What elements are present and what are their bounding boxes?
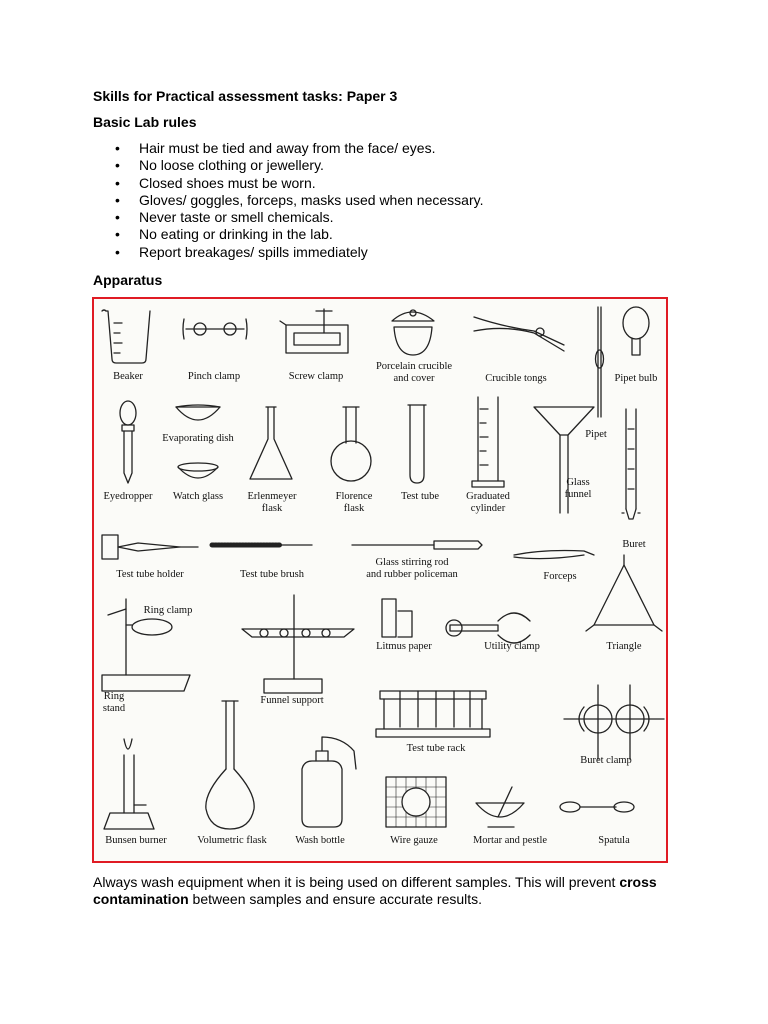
label-ring-clamp: Ring clamp bbox=[143, 605, 193, 616]
wire-gauze-drawing bbox=[386, 777, 446, 827]
label-beaker: Beaker bbox=[113, 371, 143, 382]
rule-item: • Closed shoes must be worn. bbox=[115, 175, 483, 192]
screw-clamp-drawing bbox=[280, 309, 348, 353]
footer-bold-contamination: contamination bbox=[93, 891, 189, 907]
label-test-tube-rack: Test tube rack bbox=[406, 743, 466, 754]
label-erlenmeyer-flask: Erlenmeyer flask bbox=[247, 491, 297, 514]
forceps-drawing bbox=[514, 551, 594, 559]
test-tube-holder-drawing bbox=[102, 535, 198, 559]
label-forceps: Forceps bbox=[543, 571, 577, 582]
label-evaporating-dish: Evaporating dish bbox=[162, 433, 234, 444]
label-glass-funnel: Glass funnel bbox=[564, 477, 592, 500]
label-mortar-and-pestle: Mortar and pestle bbox=[472, 835, 548, 846]
label-wire-gauze: Wire gauze bbox=[390, 835, 438, 846]
apparatus-heading: Apparatus bbox=[93, 272, 163, 288]
rule-item: • No eating or drinking in the lab. bbox=[115, 226, 483, 243]
label-ring-stand: Ring stand bbox=[102, 691, 126, 714]
glass-stirring-rod-drawing bbox=[352, 541, 482, 549]
triangle-drawing bbox=[586, 555, 662, 631]
label-bunsen-burner: Bunsen burner bbox=[105, 835, 167, 846]
evaporating-dish-drawing bbox=[176, 405, 220, 420]
test-tube-drawing bbox=[408, 405, 426, 483]
label-spatula: Spatula bbox=[598, 835, 630, 846]
litmus-paper-drawing bbox=[382, 599, 412, 637]
eyedropper-drawing bbox=[120, 401, 136, 483]
pipet-drawing bbox=[596, 307, 604, 417]
label-crucible-tongs: Crucible tongs bbox=[485, 373, 547, 384]
graduated-cylinder-drawing bbox=[472, 397, 504, 487]
rule-item: • Report breakages/ spills immediately bbox=[115, 244, 483, 261]
test-tube-rack-drawing bbox=[376, 691, 490, 737]
footer-text-start: Always wash equipment when it is being used on different samples. This will prevent bbox=[93, 874, 620, 890]
buret-clamp-drawing bbox=[564, 685, 664, 759]
label-utility-clamp: Utility clamp bbox=[484, 641, 540, 652]
spatula-drawing bbox=[560, 802, 634, 812]
footer-note bbox=[93, 874, 693, 908]
florence-flask-drawing bbox=[331, 407, 371, 481]
label-florence-flask: Florence flask bbox=[335, 491, 373, 514]
beaker-drawing bbox=[102, 310, 150, 363]
crucible-tongs-drawing bbox=[474, 317, 564, 351]
page-title: Skills for Practical assessment tasks: Paper 3 bbox=[93, 88, 398, 104]
label-test-tube: Test tube bbox=[400, 491, 440, 502]
rule-item: • Never taste or smell chemicals. bbox=[115, 209, 483, 226]
label-porcelain-crucible: Porcelain crucible and cover bbox=[375, 361, 453, 384]
pipet-bulb-drawing bbox=[623, 307, 649, 355]
label-glass-stirring-rod: Glass stirring rod and rubber policeman bbox=[366, 557, 458, 580]
label-pipet: Pipet bbox=[585, 429, 607, 440]
label-wash-bottle: Wash bottle bbox=[295, 835, 345, 846]
label-triangle: Triangle bbox=[606, 641, 642, 652]
porcelain-crucible-drawing bbox=[392, 310, 434, 355]
label-screw-clamp: Screw clamp bbox=[288, 371, 344, 382]
label-pinch-clamp: Pinch clamp bbox=[187, 371, 241, 382]
rules-heading: Basic Lab rules bbox=[93, 114, 197, 130]
label-pipet-bulb: Pipet bulb bbox=[614, 373, 658, 384]
volumetric-flask-drawing bbox=[206, 701, 254, 829]
rules-list bbox=[115, 140, 483, 261]
rule-item: • Gloves/ goggles, forceps, masks used when necessary. bbox=[115, 192, 483, 209]
label-volumetric-flask: Volumetric flask bbox=[197, 835, 267, 846]
label-test-tube-brush: Test tube brush bbox=[239, 569, 305, 580]
rule-item: • Hair must be tied and away from the face/ eyes. bbox=[115, 140, 483, 157]
label-buret: Buret bbox=[622, 539, 646, 550]
label-test-tube-holder: Test tube holder bbox=[116, 569, 184, 580]
label-graduated-cylinder: Graduated cylinder bbox=[466, 491, 510, 514]
erlenmeyer-flask-drawing bbox=[250, 407, 292, 479]
pinch-clamp-drawing bbox=[183, 319, 247, 339]
label-funnel-support: Funnel support bbox=[260, 695, 324, 706]
footer-bold-cross: cross bbox=[619, 874, 657, 890]
label-litmus-paper: Litmus paper bbox=[376, 641, 432, 652]
apparatus-figure bbox=[92, 297, 668, 863]
rule-item: • No loose clothing or jewellery. bbox=[115, 157, 483, 174]
footer-text-end: between samples and ensure accurate results. bbox=[188, 891, 483, 907]
utility-clamp-drawing bbox=[446, 613, 530, 643]
watch-glass-drawing bbox=[178, 463, 218, 478]
buret-drawing bbox=[622, 409, 640, 519]
mortar-and-pestle-drawing bbox=[476, 787, 524, 827]
label-eyedropper: Eyedropper bbox=[103, 491, 153, 502]
label-watch-glass: Watch glass bbox=[172, 491, 224, 502]
wash-bottle-drawing bbox=[302, 737, 356, 827]
funnel-support-drawing bbox=[242, 595, 354, 693]
label-buret-clamp: Buret clamp bbox=[580, 755, 632, 766]
bunsen-burner-drawing bbox=[104, 739, 154, 829]
